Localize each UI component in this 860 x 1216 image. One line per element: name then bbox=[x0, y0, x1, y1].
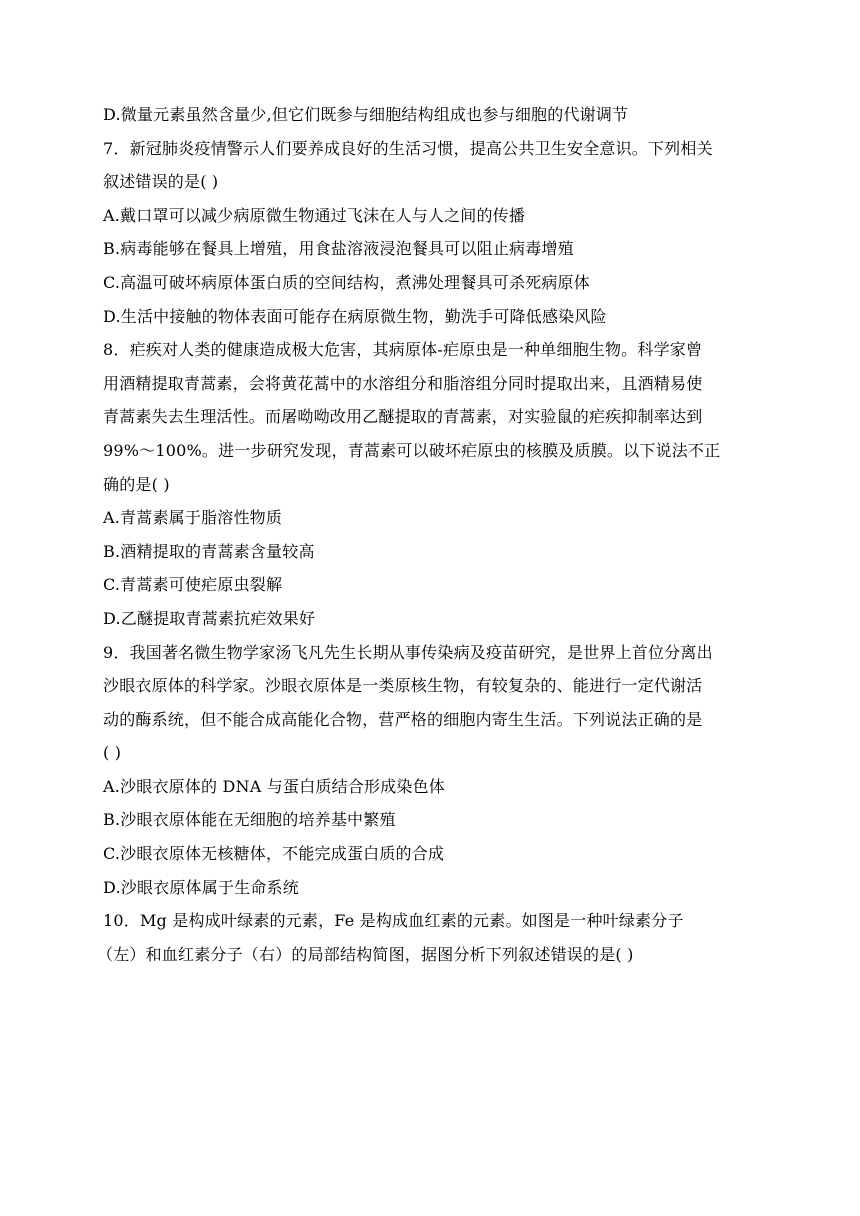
option-b-q8: B.酒精提取的青蒿素含量较高 bbox=[103, 541, 315, 561]
question-9-stem-cont: ( ) bbox=[103, 743, 122, 763]
question-8-stem-cont: 确的是( ) bbox=[103, 474, 170, 494]
question-10-stem-cont: （左）和血红素分子（右）的局部结构简图，据图分析下列叙述错误的是( ) bbox=[97, 944, 634, 964]
question-9-stem: 9．我国著名微生物学家汤飞凡先生长期从事传染病及疫苗研究，是世界上首位分离出 bbox=[103, 642, 713, 662]
option-c-q7: C.高温可破坏病原体蛋白质的空间结构，煮沸处理餐具可杀死病原体 bbox=[103, 272, 590, 292]
option-b-q9: B.沙眼衣原体能在无细胞的培养基中繁殖 bbox=[103, 810, 396, 830]
document-page bbox=[97, 98, 763, 971]
question-7-stem-cont: 叙述错误的是( ) bbox=[103, 172, 219, 192]
question-9-stem-cont: 动的酶系统，但不能合成高能化合物，营严格的细胞内寄生生活。下列说法正确的是 bbox=[103, 709, 703, 729]
option-a-q8: A.青蒿素属于脂溶性物质 bbox=[103, 508, 283, 528]
question-9-stem-cont: 沙眼衣原体的科学家。沙眼衣原体是一类原核生物，有较复杂的、能进行一定代谢活 bbox=[103, 676, 703, 696]
question-8-stem-cont: 青蒿素失去生理活性。而屠呦呦改用乙醚提取的青蒿素，对实验鼠的疟疾抑制率达到 bbox=[103, 407, 703, 427]
question-8-stem-cont: 99%～100%。进一步研究发现，青蒿素可以破坏疟原虫的核膜及质膜。以下说法不正 bbox=[103, 440, 721, 460]
question-8-stem: 8．疟疾对人类的健康造成极大危害，其病原体-疟原虫是一种单细胞生物。科学家曾 bbox=[103, 340, 703, 360]
option-d-q6: D.微量元素虽然含量少,但它们既参与细胞结构组成也参与细胞的代谢调节 bbox=[103, 105, 629, 124]
question-10-stem: 10．Mg 是构成叶绿素的元素，Fe 是构成血红素的元素。如图是一种叶绿素分子 bbox=[103, 911, 684, 931]
question-8-stem-cont: 用酒精提取青蒿素，会将黄花蒿中的水溶组分和脂溶组分同时提取出来，且酒精易使 bbox=[103, 373, 703, 393]
option-b-q7: B.病毒能够在餐具上增殖，用食盐溶液浸泡餐具可以阻止病毒增殖 bbox=[103, 239, 574, 259]
option-d-q8: D.乙醚提取青蒿素抗疟效果好 bbox=[103, 608, 316, 628]
option-c-q9: C.沙眼衣原体无核糖体，不能完成蛋白质的合成 bbox=[103, 844, 445, 864]
option-a-q7: A.戴口罩可以减少病原微生物通过飞沫在人与人之间的传播 bbox=[103, 205, 526, 225]
option-a-q9: A.沙眼衣原体的 DNA 与蛋白质结合形成染色体 bbox=[103, 776, 445, 796]
option-d-q9: D.沙眼衣原体属于生命系统 bbox=[103, 877, 299, 897]
option-d-q7: D.生活中接触的物体表面可能存在病原微生物，勤洗手可降低感染风险 bbox=[103, 306, 607, 326]
option-c-q8: C.青蒿素可使疟原虫裂解 bbox=[103, 575, 283, 595]
question-7-stem: 7．新冠肺炎疫情警示人们要养成良好的生活习惯，提高公共卫生安全意识。下列相关 bbox=[103, 138, 713, 158]
